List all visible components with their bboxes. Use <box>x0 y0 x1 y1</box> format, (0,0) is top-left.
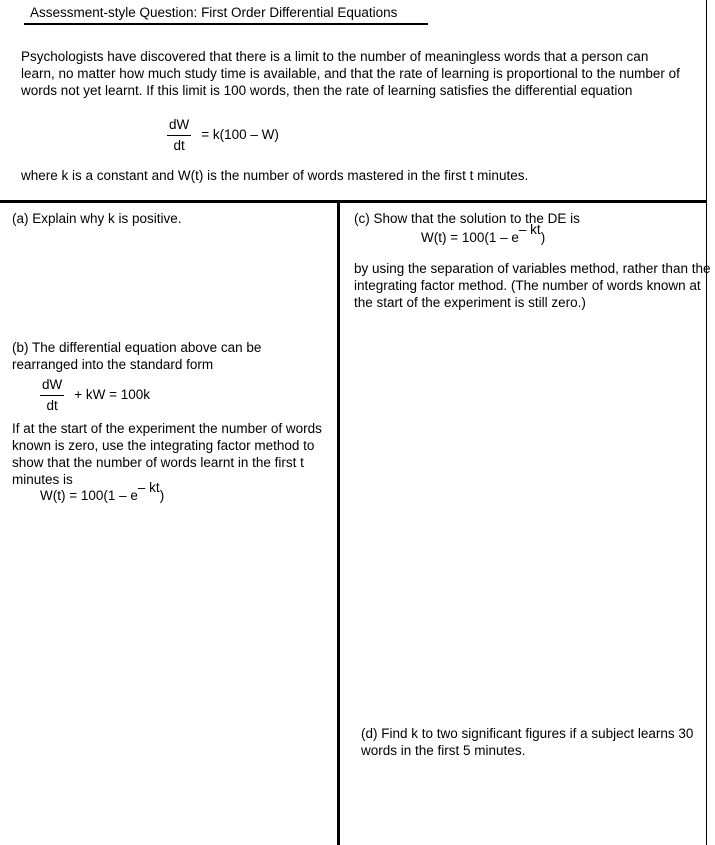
solution-base: W(t) = 100(1 – e <box>40 488 138 503</box>
intro-paragraph <box>21 48 681 99</box>
fraction-numerator: dW <box>169 117 190 132</box>
question-b: (b) The differential equation above can be rearranged into the standard form <box>12 340 262 372</box>
fraction-numerator: dW <box>42 377 63 392</box>
section-divider-vertical <box>337 203 340 845</box>
solution-equation-c <box>421 222 546 245</box>
solution-exponent: – kt <box>518 222 541 237</box>
solution-exponent: – kt <box>137 480 160 495</box>
differential-equation <box>167 117 279 154</box>
section-divider-horizontal <box>0 200 707 203</box>
question-c-continued: by using the separation of variables method, rather than the integrating factor method. (The number of words known at the start of the experiment is still zero.) <box>354 261 711 310</box>
solution-base: W(t) = 100(1 – e <box>421 230 519 245</box>
fraction-denominator: dt <box>173 138 185 153</box>
question-a: (a) Explain why k is positive. <box>12 211 182 226</box>
equation-rhs: = k(100 – W) <box>201 127 279 143</box>
question-d: (d) Find k to two significant figures if a subject learns 30 words in the first 5 minutes. <box>361 726 694 758</box>
derivative-fraction <box>40 377 64 414</box>
question-c: (c) Show that the solution to the DE is <box>354 211 580 226</box>
equation-rhs: + kW = 100k <box>74 387 151 403</box>
derivative-fraction <box>167 117 191 154</box>
right-border <box>706 0 707 845</box>
intro-text: Psychologists have discovered that there is a limit to the number of meaningless words that a person can learn, no matter how much study time is available, and that the rate of learning is proportional to the number of words not yet learnt. If this limit is 100 words, then the rate of learning satisfies the differential equation <box>21 49 680 98</box>
solution-close: ) <box>540 230 546 245</box>
standard-form-equation <box>40 377 150 414</box>
question-b-continued: If at the start of the experiment the number of words known is zero, use the integrating factor method to show that the number of words learnt in the first t minutes is <box>12 421 322 487</box>
fraction-denominator: dt <box>46 398 58 413</box>
title-underline <box>24 23 428 25</box>
solution-close: ) <box>159 488 165 503</box>
solution-equation-b <box>40 480 165 503</box>
intro-after-text: where k is a constant and W(t) is the number of words mastered in the first t minutes. <box>21 168 529 183</box>
page-title: Assessment-style Question: First Order Differential Equations <box>30 5 398 20</box>
